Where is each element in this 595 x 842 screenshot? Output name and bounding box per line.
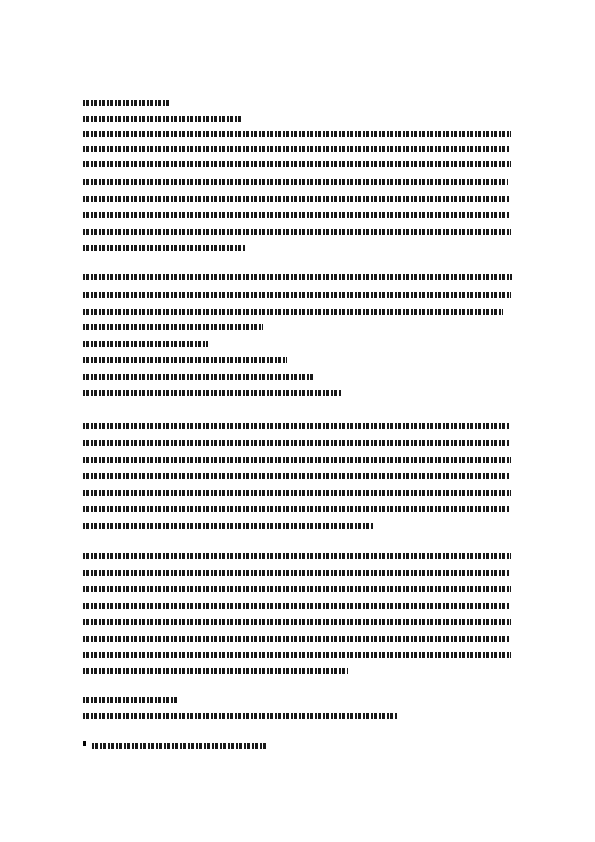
paragraph-4-line [83,603,510,609]
paragraph-1-line [83,245,245,251]
paragraph-3-line [83,473,510,479]
list-item-line [83,357,287,363]
paragraph-3-line [83,423,510,429]
paragraph-3-line [83,490,511,496]
paragraph-3-line [83,506,510,512]
paragraph-4-line [83,636,510,642]
paragraph-1-line [83,161,511,167]
paragraph-2-line [83,309,503,315]
paragraph-4-line [83,619,511,625]
paragraph-2-line [83,274,512,280]
paragraph-1-line [83,229,511,235]
section-text-line [83,713,398,719]
doc-heading-line [83,100,171,106]
paragraph-1-line [83,146,509,152]
paragraph-1-line [83,131,511,137]
footnote-marker [83,741,86,746]
list-item-line [83,374,313,380]
paragraph-1-line [83,179,508,185]
paragraph-2-line [83,324,263,330]
paragraph-1-line [83,196,510,202]
paragraph-4-line [83,553,511,559]
paragraph-1-line [83,212,510,218]
paragraph-4-line [83,570,509,576]
list-item-line [83,341,208,347]
paragraph-4-line [83,652,511,658]
section-label-line [83,697,178,703]
paragraph-3-line [83,440,510,446]
paragraph-4-line [83,586,511,592]
paragraph-3-line [83,523,373,529]
list-item-line [83,390,341,396]
footnote-line [92,743,268,749]
paragraph-2-line [83,292,511,298]
doc-subheading-line [83,116,243,122]
paragraph-4-line [83,668,348,674]
paragraph-3-line [83,457,511,463]
